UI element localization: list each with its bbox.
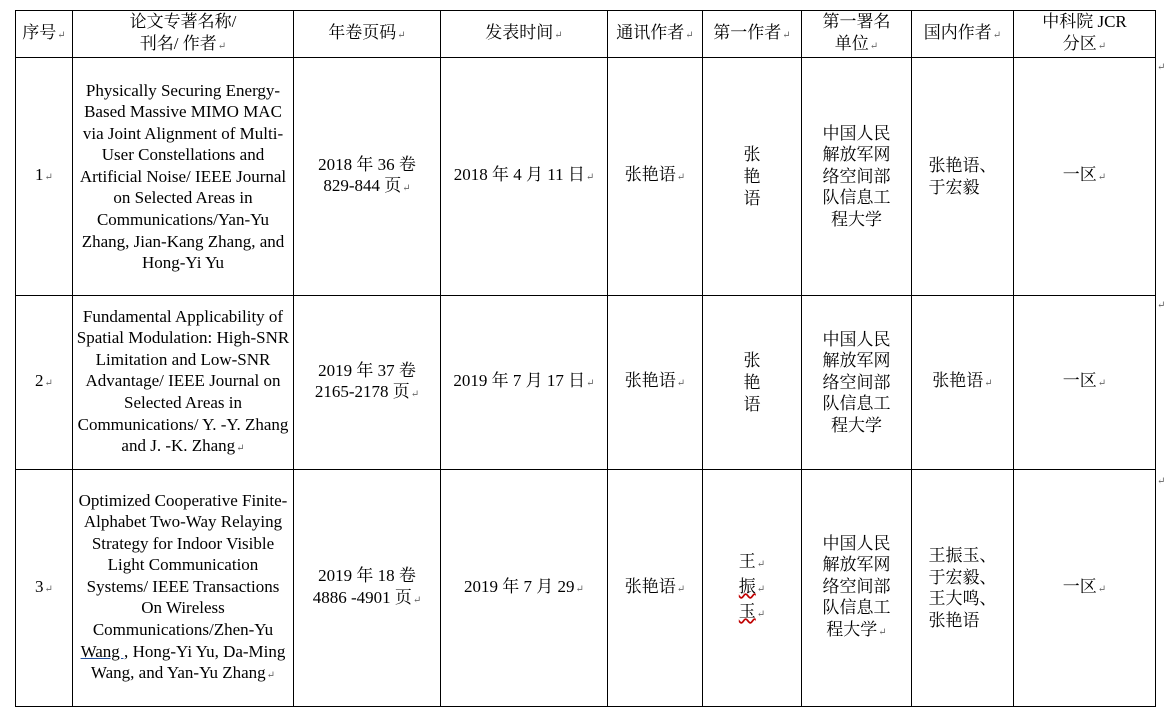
domestic-authors: 张艳语、 于宏毅 xyxy=(912,58,1014,296)
first-unit: 中国人民 解放军网 络空间部 队信息工 程大学↵ xyxy=(802,470,912,707)
table-row xyxy=(16,470,1156,707)
paragraph-mark: ↵ xyxy=(1157,300,1165,311)
header-date: 发表时间↵ xyxy=(441,11,608,58)
paragraph-mark: ↵ xyxy=(1157,476,1165,487)
volume-pages: 2019 年 37 卷 2165-2178 页↵ xyxy=(294,296,441,470)
paper-title: Fundamental Applicability of Spatial Modulation: High-SNR Limitation and Low-SNR Advantage/ IEEE Journal on Selected Areas in Communications/ Y. -Y. Zhang and J. -K. Zhang↵ xyxy=(73,296,294,470)
row-index: 2↵ xyxy=(16,296,73,470)
table-row xyxy=(16,296,1156,470)
header-first-unit: 第一署名 单位↵ xyxy=(802,11,912,58)
publish-date: 2019 年 7 月 29↵ xyxy=(441,470,608,707)
jcr-zone: 一区↵ xyxy=(1014,470,1156,707)
volume-pages: 2018 年 36 卷 829-844 页↵ xyxy=(294,58,441,296)
first-unit: 中国人民 解放军网 络空间部 队信息工 程大学 xyxy=(802,296,912,470)
header-corresponding-author: 通讯作者↵ xyxy=(608,11,703,58)
domestic-authors: 张艳语↵ xyxy=(912,296,1014,470)
first-author: 王↵ 振↵ 玉↵ xyxy=(703,470,802,707)
corresponding-author: 张艳语↵ xyxy=(608,296,703,470)
table-row xyxy=(16,58,1156,296)
volume-pages: 2019 年 18 卷 4886 -4901 页↵ xyxy=(294,470,441,707)
corresponding-author: 张艳语↵ xyxy=(608,470,703,707)
row-index: 1↵ xyxy=(16,58,73,296)
paper-title: Physically Securing Energy-Based Massive MIMO MAC via Joint Alignment of Multi-User Constellations and Artificial Noise/ IEEE Journal on Selected Areas in Communications/Yan-Yu Zhang, Jian-Kang Zhang, and Hong-Yi Yu xyxy=(73,58,294,296)
jcr-zone: 一区↵ xyxy=(1014,296,1156,470)
first-author: 张 艳 语 xyxy=(703,58,802,296)
header-jcr: 中科院 JCR 分区↵ xyxy=(1014,11,1156,58)
header-first-author: 第一作者↵ xyxy=(703,11,802,58)
first-author: 张 艳 语 xyxy=(703,296,802,470)
publish-date: 2018 年 4 月 11 日↵ xyxy=(441,58,608,296)
paragraph-mark: ↵ xyxy=(1157,62,1165,73)
corresponding-author: 张艳语↵ xyxy=(608,58,703,296)
publications-table xyxy=(15,10,1156,707)
jcr-zone: 一区↵ xyxy=(1014,58,1156,296)
header-title: 论文专著名称/ 刊名/ 作者↵ xyxy=(73,11,294,58)
header-domestic-authors: 国内作者↵ xyxy=(912,11,1014,58)
first-unit: 中国人民 解放军网 络空间部 队信息工 程大学 xyxy=(802,58,912,296)
header-index: 序号↵ xyxy=(16,11,73,58)
row-index: 3↵ xyxy=(16,470,73,707)
publish-date: 2019 年 7 月 17 日↵ xyxy=(441,296,608,470)
paper-title: Optimized Cooperative Finite-Alphabet Two-Way Relaying Strategy for Indoor Visible Light Communication Systems/ IEEE Transactions On Wireless Communications/Zhen-Yu Wang , Hong-Yi Yu, Da-Ming Wang, and Yan-Yu Zhang↵ xyxy=(73,470,294,707)
author-link: Wang , xyxy=(80,641,129,661)
header-row xyxy=(16,11,1156,58)
header-volume: 年卷页码↵ xyxy=(294,11,441,58)
domestic-authors: 王振玉、 于宏毅、 王大鸣、 张艳语 xyxy=(912,470,1014,707)
